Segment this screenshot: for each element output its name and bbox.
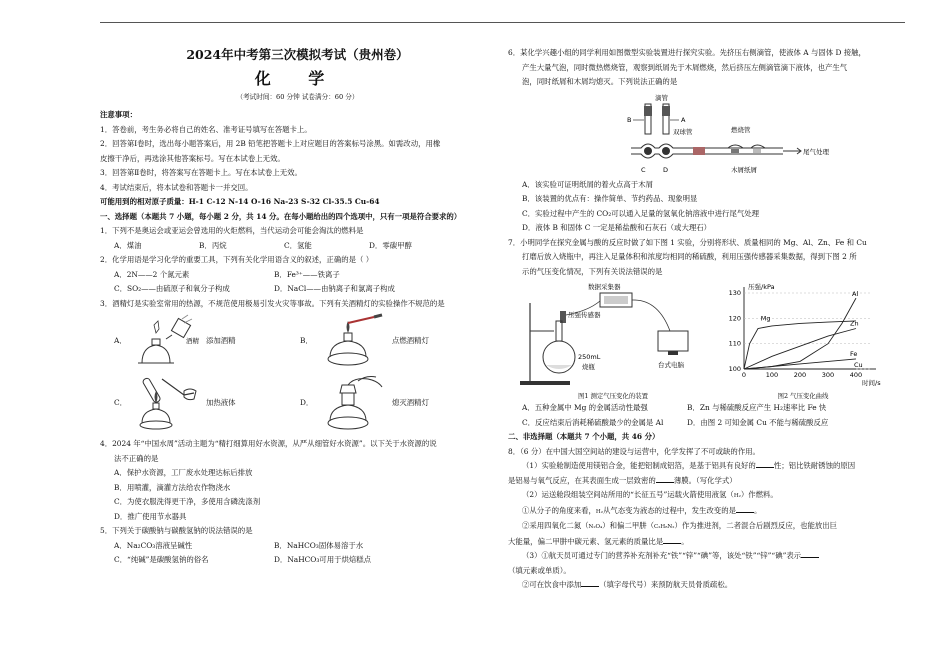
fig6-label-d: D (663, 165, 669, 174)
q3-label-b: B． (300, 335, 313, 345)
y-tick-label-2: 120 (728, 314, 741, 323)
micro-apparatus-diagram (623, 92, 853, 178)
q6-figure (623, 92, 908, 178)
fig6-tail-gas-label: 尾气处理 (803, 147, 829, 156)
note-1: 1．答卷前，考生务必将自己的姓名、准考证号填写在答题卡上。 (100, 124, 312, 134)
q2-option-c[interactable]: C．SO₂——由硫原子和氧分子构成 (114, 284, 230, 293)
q1-option-b[interactable]: B．丙烷 (199, 240, 227, 250)
fig7-collector-label: 数据采集器 (588, 283, 621, 291)
q5-option-a[interactable]: A．Na₂CO₃溶液呈碱性 (114, 540, 193, 550)
series-line-zn (744, 329, 856, 370)
q4-option-d[interactable]: D．推广使用节水器具 (114, 511, 187, 521)
q6-option-c[interactable]: C．实验过程中产生的 CO₂可以通入足量的氢氧化钠溶液中进行尾气处理 (522, 208, 760, 218)
q8-blank-6[interactable] (581, 578, 599, 587)
fig6-label-a: A (681, 115, 686, 124)
q8-part-1-line-2: 是铝易与氧气反应，在其表面生成一层致密的 薄膜。（写化学式） (508, 475, 737, 485)
q3-option-d[interactable] (300, 375, 480, 431)
y-tick-label-1: 110 (728, 339, 741, 348)
note-3: 3．回答第Ⅱ卷时，将答案写在答题卡上。写在本试卷上无效。 (100, 168, 302, 177)
q3-caption-b: 点燃酒精灯 (392, 335, 429, 345)
q8-part-2-line-1: （2）运送舱段组装空间站所用的“长征五号”运载火箭使用液氢（H₂）作燃料。 (522, 490, 778, 499)
q7-figure-1 (508, 281, 718, 399)
fig6-burn-tube-label: 燃烧管 (731, 125, 751, 134)
q8-blank-1[interactable] (756, 459, 774, 468)
series-label-mg: Mg (760, 314, 771, 323)
q4-option-b[interactable]: B．用喷灌，滴灌方法给农作物浇水 (114, 482, 231, 492)
fig6-wood-paper-label: 木屑纸屑 (731, 165, 757, 174)
q3-caption-c: 加热液体 (206, 397, 236, 407)
q5-option-d[interactable]: D．NaHCO₃可用于烘焙糕点 (274, 555, 372, 564)
q2-stem: 2．化学用语是学习化学的重要工具，下列有关化学用语含义的叙述，正确的是（ ） (100, 255, 374, 264)
series-label-cu: Cu (854, 361, 863, 369)
right-column (508, 46, 908, 593)
extinguish-lamp-icon (318, 375, 388, 431)
q5-options-row-1 (100, 539, 495, 554)
q6-option-d[interactable]: D．液体 B 和固体 C 一定是稀盐酸和石灰石（或大理石） (522, 223, 712, 232)
q1-stem: 1．下列不是奥运会或亚运会曾选用的火炬燃料，当代运动会可能会淘汰的燃料是 (100, 226, 364, 235)
x-tick-label-3: 300 (821, 371, 835, 379)
q4-stem-2: 法不正确的是 (114, 453, 159, 463)
subject-title: 化 学 (254, 69, 341, 88)
atomic-masses: 可能用到的相对原子质量：H-1 C-12 N-14 O-16 Na-23 S-32 Cl-35.5 Cu-64 (100, 197, 380, 206)
q6-option-a[interactable]: A．该实验可证明纸屑的着火点高于木屑 (522, 179, 653, 189)
q3-label-d: D． (300, 397, 314, 407)
q3-images-row-2 (100, 375, 495, 433)
y-tick-label-3: 130 (728, 289, 741, 297)
y-tick-label-0: 100 (728, 365, 741, 373)
q7-figures (508, 281, 908, 399)
q3-option-a[interactable] (114, 313, 294, 369)
exam-meta: （考试时间：60 分钟 试卷满分：60 分） (236, 93, 359, 101)
exam-title: 2024年中考第三次模拟考试（贵州卷） (186, 47, 409, 62)
pressure-apparatus-diagram (508, 281, 718, 389)
q2-option-d[interactable]: D．NaCl——由钠离子和氯离子构成 (274, 284, 395, 293)
q7-stem-3: 示的气压变化情况，下列有关说法错误的是 (522, 266, 663, 276)
fig6-label-b: B (627, 115, 632, 124)
q8-blank-5[interactable] (801, 549, 819, 558)
q3-label-c: C． (114, 397, 128, 407)
q5-options-row-2 (100, 553, 495, 568)
series-line-fe (744, 359, 856, 369)
x-axis-label: 时间/s (862, 379, 881, 387)
x-tick-label-2: 200 (793, 371, 807, 379)
section-1-heading: 一、选择题（本题共 7 小题，每小题 2 分，共 14 分。在每小题给出的四个选项中，只有一项是符合要求的） (100, 211, 462, 221)
heating-liquid-icon (132, 375, 202, 431)
q7-figure-2 (718, 281, 888, 399)
q7-option-c[interactable]: C．反应结束后消耗稀硫酸最少的金属是 Al (522, 417, 664, 427)
q3-option-b[interactable] (300, 313, 480, 369)
fig7-sensor-label: 压强传感器 (568, 311, 601, 319)
fig7-caption-2: 图2 气压变化曲线 (777, 392, 829, 400)
q8-part-2-line-4: 大能量，偏二甲肼中碳元素、氢元素的质量比是 。 (508, 536, 689, 546)
q8-part-3-line-3: ②可在饮食中添加 （填字母代号）来预防航天员骨质疏松。 (522, 580, 733, 589)
q6-stem-2: 产生大量气泡，同时微热燃烧管，观察到纸屑先于木屑燃烧，然后挤压左侧滴管滴下液体，也产生气 (522, 62, 848, 72)
q7-option-a[interactable]: A．五种金属中 Mg 的金属活动性最强 (522, 403, 648, 412)
q2-options-row-1 (100, 268, 495, 283)
fig7-flask-volume-label: 250mL (578, 353, 601, 361)
q3-label-a: A． (114, 335, 127, 345)
q5-option-c[interactable]: C．“纯碱”是碳酸氢钠的俗名 (114, 555, 209, 564)
fig7-computer-label: 台式电脑 (658, 361, 684, 369)
pressure-curve-chart (718, 281, 888, 389)
q7-option-d[interactable]: D．由图 2 可知金属 Cu 不能与稀硫酸反应 (687, 417, 829, 427)
q8-part-2-line-3: ②采用四氧化二氮（N₂O₄）和偏二甲肼（C₂H₈N₂）作为推进剂，二者混合后剧烈反应，也能放出巨 (522, 521, 838, 530)
lighting-lamp-icon (318, 313, 388, 369)
series-label-fe: Fe (850, 349, 858, 358)
notes-heading: 注意事项： (100, 110, 137, 119)
x-tick-label-0: 0 (741, 371, 747, 379)
alcohol-lamp-refill-icon (132, 313, 202, 369)
q2-option-a[interactable]: A．2N——2 个氮元素 (114, 269, 190, 279)
q3-caption-d: 熄灭酒精灯 (392, 397, 429, 407)
q1-option-c[interactable]: C．氢能 (284, 240, 312, 250)
series-line-al (744, 298, 856, 369)
q8-part-3-line-1: （3）①航天员可通过专门的营养补充剂补充“铁”“锌”“碘”等，该处“铁”“锌”“碘”表示 (508, 549, 908, 564)
fig7-flask-label: 烧瓶 (582, 363, 595, 371)
q8-part-2-line-2: ①从分子的角度来看，H₂从气态变为液态的过程中，发生改变的是 。 (522, 505, 762, 515)
q3-images-row-1 (100, 313, 495, 371)
fig6-label-c: C (641, 165, 646, 174)
q5-stem: 5．下列关于碳酸钠与碳酸氢钠的说法错误的是 (100, 526, 253, 535)
q2-options-row-2 (100, 282, 495, 297)
note-2: 2．回答第Ⅰ卷时，选出每小题答案后，用 2B 铅笔把答题卡上对应题目的答案标号涂黑。如需改动，用橡 (100, 139, 441, 148)
x-tick-label-4: 400 (849, 371, 863, 379)
q6-option-b[interactable]: B．该装置的优点有：操作简单、节约药品、现象明显 (522, 194, 698, 203)
q4-stem-1: 4．2024 年“中国水周”活动主题为“精打细算用好水资源，从严从细管好水资源”。以下关于水资源的说 (100, 439, 437, 448)
q6-stem-1: 6．某化学兴趣小组的同学利用如图微型实验装置进行探究实验。先挤压右侧滴管，使液体 A 与固体 D 接触， (508, 48, 866, 57)
q7-stem-1: 7．小明同学在探究金属与酸的反应时做了如下图 1 实验，分别将形状、质量相同的 Mg、Al、Zn、Fe 和 Cu (508, 237, 867, 247)
top-rule (100, 22, 905, 23)
q1-option-a[interactable]: A．煤油 (114, 240, 142, 250)
q3-img-a-label: 酒精 (186, 337, 199, 345)
q8-blank-2[interactable] (656, 474, 674, 483)
q3-option-c[interactable] (114, 375, 294, 431)
q3-stem: 3．酒精灯是实验室常用的热源，不规范使用极易引发火灾等事故。下列有关酒精灯的实验操作不规范的是 (100, 298, 445, 308)
q7-option-b[interactable]: B．Zn 与稀硫酸反应产生 H₂速率比 Fe 快 (687, 403, 827, 412)
left-column (100, 46, 495, 568)
q4-option-a[interactable]: A．保护水资源，工厂废水处理达标后排放 (114, 468, 253, 477)
note-2-cont: 皮擦干净后，再选涂其他答案标号。写在本试卷上无效。 (100, 153, 285, 163)
q8-stem: 8．（6 分）在中国大国空间站的建设与运营中，化学发挥了不可或缺的作用。 (508, 446, 760, 456)
fig6-double-tube-label: 双球管 (673, 127, 693, 136)
q7-options-row-2 (508, 416, 908, 431)
section-2-heading: 二、非选择题（本题共 7 个小题，共 46 分） (508, 432, 660, 441)
q6-stem-3: 泡，同时纸屑和木屑均熄灭。下列说法正确的是 (522, 77, 678, 86)
q1-option-d[interactable]: D．零碳甲醇 (369, 240, 412, 250)
q7-stem-2: 打磨后放入烧瓶中，再注入足量体积和浓度均相同的稀硫酸，利用压强传感器采集数据，得到下图 2 所 (522, 252, 857, 261)
q8-blank-4[interactable] (663, 535, 681, 544)
fig7-caption-1: 图1 测定气压变化的装置 (577, 392, 648, 400)
q3-caption-a: 添加酒精 (206, 335, 236, 345)
q4-option-c[interactable]: C．为使衣服洗得更干净，多使用含磷洗涤剂 (114, 497, 261, 506)
q5-option-b[interactable]: B．NaHCO₃固体易溶于水 (274, 540, 364, 550)
fig6-dropper-label: 滴管 (655, 93, 668, 102)
q8-part-1-line-1: （1）实验舱制造使用镁铝合金，能把铝制成铝箔，是基于铝具有良好的 性；铝比铁耐锈蚀的原因 (522, 461, 856, 470)
q8-part-3-line-2: （填元素或单质）。 (508, 565, 571, 575)
q8-blank-3[interactable] (736, 504, 754, 513)
x-tick-label-1: 100 (765, 371, 779, 379)
chart-title: 压强/kPa (748, 283, 775, 291)
note-4: 4．考试结束后，将本试卷和答题卡一并交回。 (100, 182, 253, 192)
q2-option-b[interactable]: B．Fe³⁺——铁离子 (274, 269, 340, 279)
series-label-zn: Zn (850, 319, 859, 328)
series-label-al: Al (852, 290, 859, 299)
q1-options (100, 239, 495, 254)
